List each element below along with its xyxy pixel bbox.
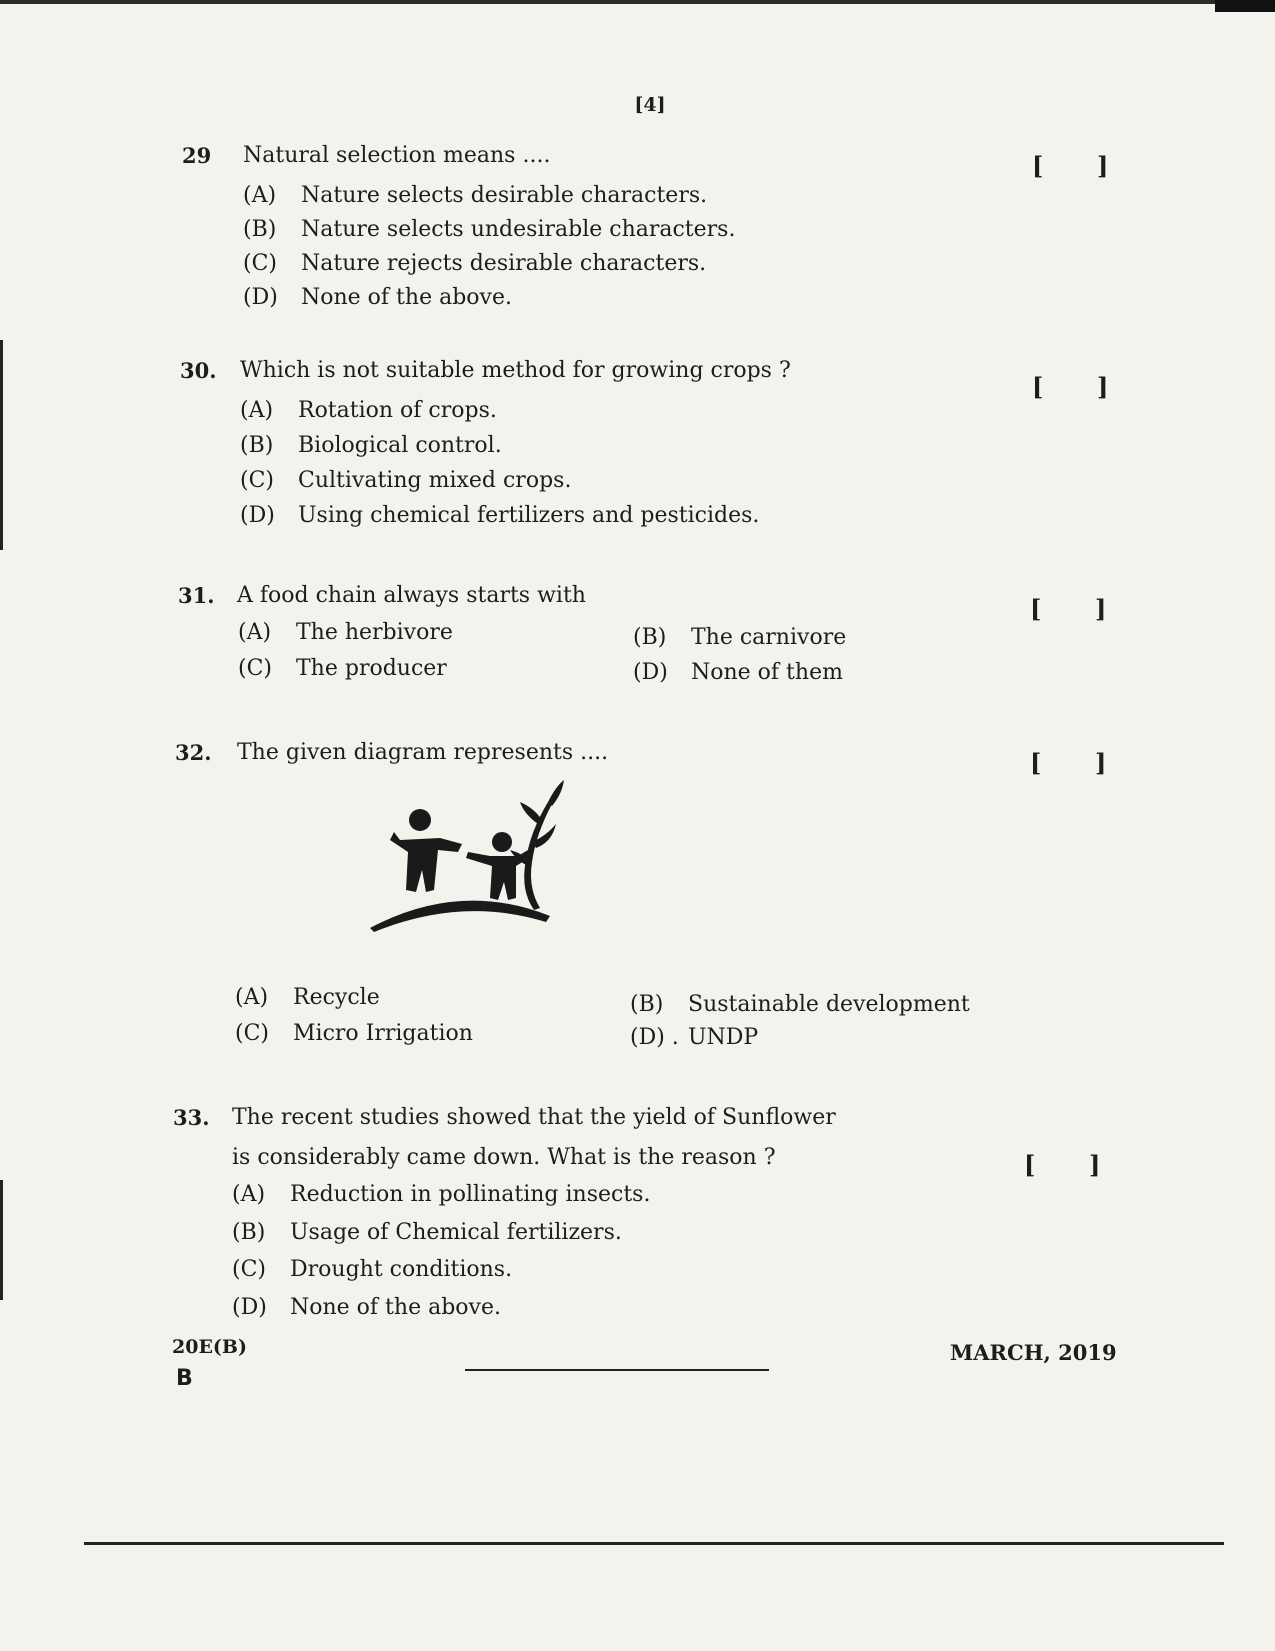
option-text: Drought conditions. [290,1257,513,1282]
option-d [232,1295,501,1320]
option-c [243,251,706,276]
option-text: The carnivore [691,625,847,650]
paper-set: B [176,1366,193,1391]
question-text: A food chain always starts with [237,583,586,608]
option-letter: (D) . [630,1025,679,1050]
bottom-border-line [84,1542,1224,1545]
option-letter: (C) [232,1257,266,1282]
option-text: Micro Irrigation [293,1021,473,1046]
answer-bracket[interactable] [1032,151,1109,180]
option-text: Sustainable development [688,992,970,1017]
option-text: Nature rejects desirable characters. [301,251,707,276]
question-number: 32. [175,740,212,765]
option-text: Rotation of crops. [298,398,497,423]
option-b [232,1220,622,1245]
option-text: Biological control. [298,433,502,458]
sustainability-logo-illustration [370,780,564,932]
option-letter: (C) [240,468,274,493]
bracket-open: [ [1024,1150,1036,1179]
paper-code: 20E(B) [172,1336,247,1358]
bracket-open: [ [1030,594,1042,623]
sustainability-logo-figure [370,780,570,940]
top-border-line [0,0,1275,4]
option-letter: (A) [232,1182,266,1207]
option-text: None of the above. [290,1295,501,1320]
bracket-open: [ [1032,151,1044,180]
option-text: The producer [296,656,447,681]
question-number: 29 [182,143,212,168]
answer-bracket[interactable] [1032,372,1109,401]
option-text: Nature selects desirable characters. [301,183,708,208]
option-text: Reduction in pollinating insects. [290,1182,651,1207]
option-c [240,468,571,493]
option-a [232,1182,650,1207]
question-text: The given diagram represents .... [237,740,609,765]
question-text: Which is not suitable method for growing crops ? [240,358,791,383]
option-text: UNDP [688,1025,759,1050]
option-letter: (B) [232,1220,266,1245]
option-letter: (C) [243,251,277,276]
bracket-open: [ [1030,748,1042,777]
option-b [243,217,735,242]
option-text: None of them [691,660,843,685]
option-letter: (D) [232,1295,267,1320]
option-c [232,1257,512,1282]
option-letter: (D) [633,660,668,685]
option-text: Recycle [293,985,380,1010]
option-letter: (D) [240,503,275,528]
option-text: None of the above. [301,285,512,310]
question-number: 31. [178,583,215,608]
end-separator-line [465,1369,769,1371]
option-letter: (B) [630,992,664,1017]
option-d [633,660,843,685]
option-b [633,625,846,650]
bracket-close: ] [1095,748,1107,777]
option-letter: (C) [238,656,272,681]
option-letter: (A) [240,398,274,423]
question-number: 33. [173,1105,210,1130]
answer-bracket[interactable] [1030,594,1107,623]
option-a [235,985,380,1010]
option-d [630,1025,758,1050]
option-letter: (B) [243,217,277,242]
bracket-close: ] [1095,594,1107,623]
option-b [630,992,970,1017]
option-text: The herbivore [296,620,453,645]
option-d [240,503,759,528]
option-d [243,285,512,310]
left-scan-mark [0,1180,3,1300]
option-c [238,656,447,681]
question-text-line-2: is considerably came down. What is the reason ? [232,1145,776,1170]
option-text: Using chemical fertilizers and pesticides. [298,503,760,528]
option-text: Cultivating mixed crops. [298,468,572,493]
bracket-close: ] [1089,1150,1101,1179]
option-letter: (B) [240,433,274,458]
bracket-close: ] [1097,151,1109,180]
page-number: [4] [634,94,666,116]
option-a [238,620,453,645]
option-a [243,183,707,208]
option-letter: (A) [238,620,272,645]
bracket-open: [ [1032,372,1044,401]
option-text: Usage of Chemical fertilizers. [290,1220,622,1245]
question-text-line-1: The recent studies showed that the yield of Sunflower [232,1105,836,1130]
option-letter: (D) [243,285,278,310]
option-letter: (C) [235,1021,269,1046]
option-b [240,433,502,458]
question-text: Natural selection means .... [243,143,551,168]
option-text: Nature selects undesirable characters. [301,217,736,242]
option-c [235,1021,473,1046]
option-letter: (A) [243,183,277,208]
top-right-scan-mark [1215,0,1275,12]
left-scan-mark [0,340,3,550]
answer-bracket[interactable] [1024,1150,1101,1179]
option-letter: (A) [235,985,269,1010]
option-a [240,398,497,423]
exam-date: MARCH, 2019 [950,1340,1117,1365]
question-number: 30. [180,358,217,383]
answer-bracket[interactable] [1030,748,1107,777]
option-letter: (B) [633,625,667,650]
bracket-close: ] [1097,372,1109,401]
